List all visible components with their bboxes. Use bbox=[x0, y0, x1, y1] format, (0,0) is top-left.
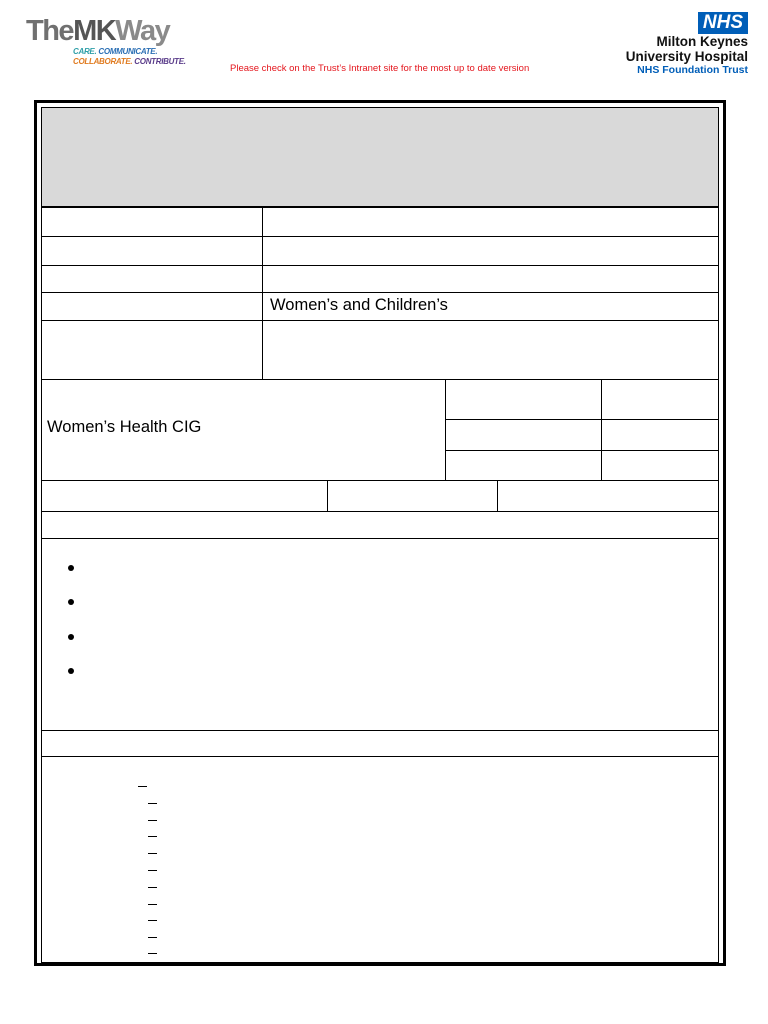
tag-collaborate: COLLABORATE. bbox=[73, 57, 133, 66]
row-1-value-cell bbox=[262, 207, 719, 237]
meta-b-label-cell bbox=[445, 419, 602, 451]
group-cell bbox=[41, 379, 446, 481]
nhs-foundation-trust-label: NHS Foundation Trust bbox=[637, 64, 748, 76]
division-value: Women’s and Children’s bbox=[270, 296, 448, 314]
logo-the: The bbox=[26, 15, 74, 47]
bullet-list-area bbox=[41, 538, 719, 731]
tag-communicate: COMMUNICATE. bbox=[98, 47, 158, 56]
row-5-value-cell bbox=[262, 320, 719, 380]
contents-list-area bbox=[41, 756, 719, 963]
signoff-cell-3 bbox=[497, 480, 719, 512]
mk-way-wordmark bbox=[26, 14, 169, 48]
document-form-frame bbox=[34, 100, 726, 966]
nhs-trust-name-line-1: Milton Keynes bbox=[656, 34, 748, 49]
contents-dash-4 bbox=[148, 853, 157, 854]
list-bullet-1 bbox=[68, 565, 74, 571]
version-notice: Please check on the Trust’s Intranet site for the most up to date version bbox=[230, 63, 530, 74]
title-band bbox=[41, 107, 719, 207]
meta-a-label-cell bbox=[445, 379, 602, 420]
meta-c-label-cell bbox=[445, 450, 602, 481]
meta-a-value-cell bbox=[601, 379, 719, 420]
list-bullet-2 bbox=[68, 599, 74, 605]
group-value: Women’s Health CIG bbox=[47, 418, 202, 436]
division-value-cell bbox=[262, 292, 719, 321]
contents-dash-3 bbox=[148, 836, 157, 837]
contents-dash-5 bbox=[148, 870, 157, 871]
contents-dash-9 bbox=[148, 937, 157, 938]
contents-dash-2 bbox=[148, 820, 157, 821]
contents-dash-10 bbox=[148, 953, 157, 954]
list-bullet-3 bbox=[68, 634, 74, 640]
contents-dash-top bbox=[138, 786, 147, 787]
row-1-label-cell bbox=[41, 207, 263, 237]
contents-dash-1 bbox=[148, 803, 157, 804]
mk-way-tagline-1 bbox=[73, 47, 157, 57]
row-3-label-cell bbox=[41, 265, 263, 293]
meta-c-value-cell bbox=[601, 450, 719, 481]
contents-dash-6 bbox=[148, 887, 157, 888]
contents-dash-8 bbox=[148, 920, 157, 921]
mk-way-tagline-2 bbox=[73, 57, 186, 67]
logo-mk: MK bbox=[73, 15, 116, 47]
meta-b-value-cell bbox=[601, 419, 719, 451]
section-heading-row-1 bbox=[41, 511, 719, 539]
signoff-cell-2 bbox=[327, 480, 498, 512]
tag-care: CARE. bbox=[73, 47, 97, 56]
row-2-label-cell bbox=[41, 236, 263, 266]
nhs-badge: NHS bbox=[698, 12, 748, 34]
signoff-cell-1 bbox=[41, 480, 328, 512]
nhs-trust-name-line-2: University Hospital bbox=[625, 49, 748, 64]
tag-contribute: CONTRIBUTE. bbox=[134, 57, 186, 66]
row-3-value-cell bbox=[262, 265, 719, 293]
section-heading-row-2 bbox=[41, 730, 719, 757]
list-bullet-4 bbox=[68, 668, 74, 674]
mk-way-logo bbox=[26, 14, 186, 70]
row-5-label-cell bbox=[41, 320, 263, 380]
contents-dash-7 bbox=[148, 904, 157, 905]
division-label-cell bbox=[41, 292, 263, 321]
logo-way: Way bbox=[115, 15, 170, 47]
nhs-trust-logo bbox=[598, 12, 748, 76]
row-2-value-cell bbox=[262, 236, 719, 266]
